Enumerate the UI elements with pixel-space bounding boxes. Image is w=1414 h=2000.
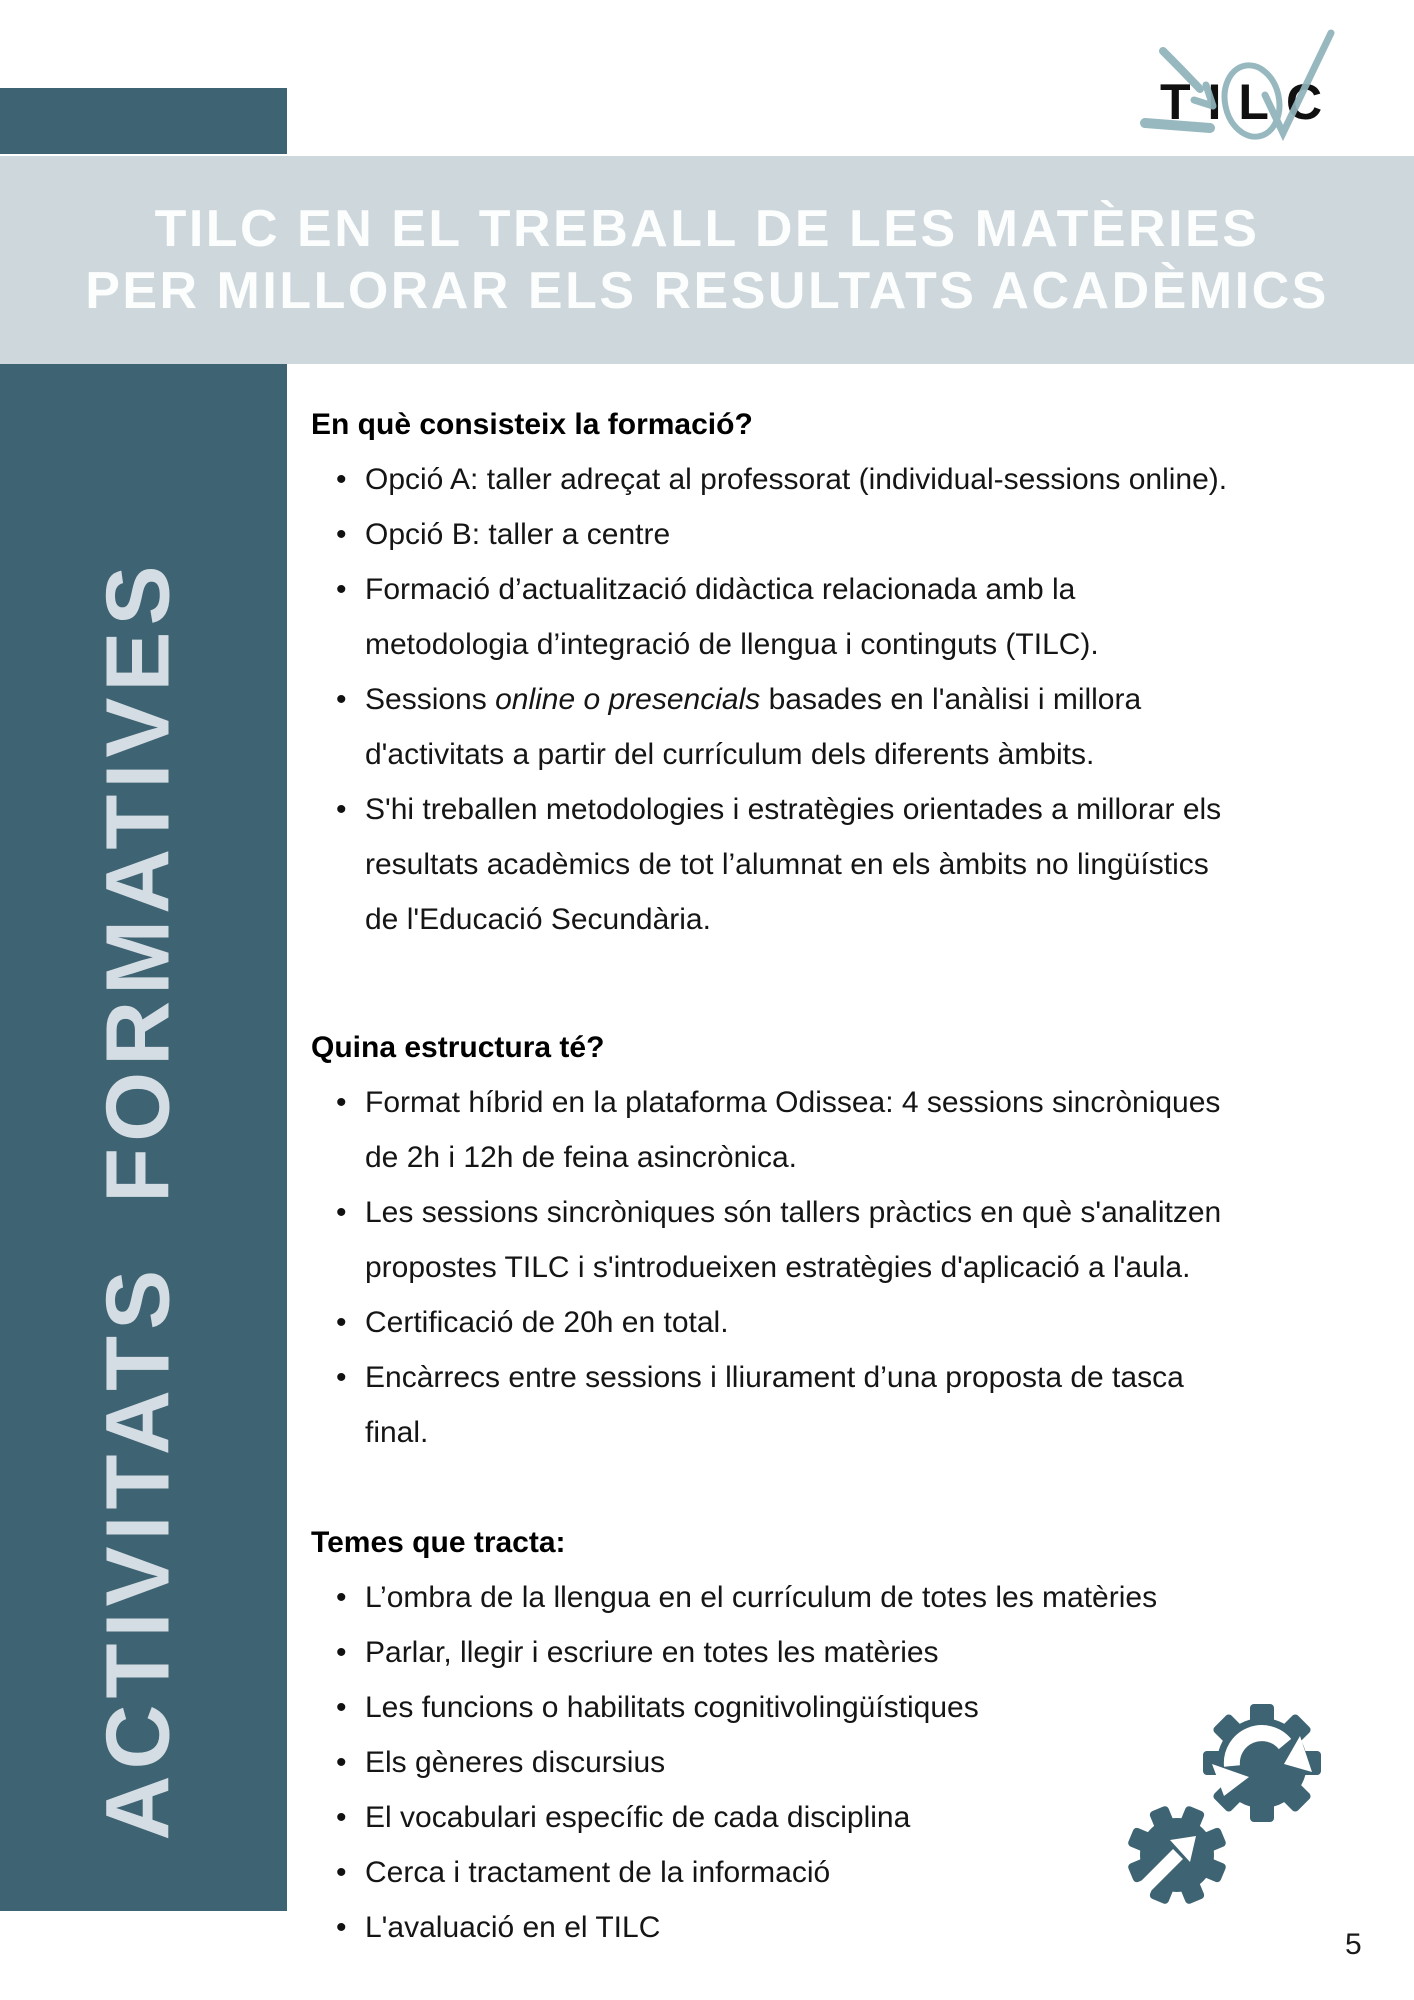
gears-icon (1128, 1678, 1340, 1915)
bullet-text (365, 1570, 1391, 1625)
list-item (311, 452, 1391, 507)
bullet-line: de 2h i 12h de feina asincrònica. (365, 1141, 797, 1174)
bullet-line: Certificació de 20h en total. (365, 1306, 729, 1339)
list-item (311, 1075, 1391, 1185)
bullet-marker: • (336, 463, 347, 496)
bullet-line: Cerca i tractament de la informació (365, 1856, 831, 1889)
bullet-line: L'avaluació en el TILC (365, 1911, 661, 1944)
bullet-line: d'activitats a partir del currículum dels diferents àmbits. (365, 738, 1095, 771)
bullet-line: Opció A: taller adreçat al professorat (individual-sessions online). (365, 463, 1228, 496)
bullet-text (365, 1075, 1391, 1185)
list-item (311, 1350, 1391, 1460)
section-heading: Quina estructura té? (311, 1031, 605, 1064)
bullet-line: Sessions online o presencials basades en l'anàlisi i millora (365, 683, 1142, 716)
bullet-list (311, 1075, 1391, 1460)
bullet-marker: • (336, 1856, 347, 1889)
corner-accent-block (0, 88, 287, 154)
list-item (311, 1625, 1391, 1680)
section (311, 1020, 1391, 1460)
bullet-marker: • (336, 573, 347, 606)
list-item (311, 672, 1391, 782)
bullet-text (365, 507, 1391, 562)
section (311, 397, 1391, 947)
bullet-text (365, 1295, 1391, 1350)
bullet-list (311, 452, 1391, 947)
bullet-marker: • (336, 1306, 347, 1339)
bullet-line: Encàrrecs entre sessions i lliurament d’una proposta de tasca (365, 1361, 1184, 1394)
bullet-text (365, 782, 1391, 947)
sidebar-label: ACTIVITATS FORMATIVES (88, 559, 189, 1841)
bullet-text (365, 562, 1391, 672)
list-item (311, 1295, 1391, 1350)
bullet-line: propostes TILC i s'introdueixen estratègies d'aplicació a l'aula. (365, 1251, 1191, 1284)
list-item (311, 507, 1391, 562)
bullet-marker: • (336, 793, 347, 826)
bullet-marker: • (336, 1911, 347, 1944)
logo-text: TILC (1160, 74, 1340, 130)
bullet-marker: • (336, 1581, 347, 1614)
section-heading: Temes que tracta: (311, 1526, 566, 1559)
bullet-text (365, 1350, 1391, 1460)
list-item (311, 562, 1391, 672)
bullet-line: Format híbrid en la plataforma Odissea: 4 sessions sincròniques (365, 1086, 1221, 1119)
bullet-line: Formació d’actualització didàctica relacionada amb la (365, 573, 1076, 606)
bullet-marker: • (336, 1086, 347, 1119)
page-number: 5 (1345, 1928, 1362, 1961)
bullet-line: S'hi treballen metodologies i estratègies orientades a millorar els (365, 793, 1222, 826)
bullet-line: Els gèneres discursius (365, 1746, 666, 1779)
bullet-marker: • (336, 1636, 347, 1669)
list-item (311, 1185, 1391, 1295)
bullet-text (365, 452, 1391, 507)
bullet-marker: • (336, 1746, 347, 1779)
bullet-marker: • (336, 683, 347, 716)
page-title-line-2: PER MILLORAR ELS RESULTATS ACADÈMICS (85, 262, 1329, 320)
bullet-text (365, 672, 1391, 782)
bullet-marker: • (336, 518, 347, 551)
list-item (311, 782, 1391, 947)
bullet-line: Parlar, llegir i escriure en totes les matèries (365, 1636, 939, 1669)
bullet-marker: • (336, 1801, 347, 1834)
bullet-text (365, 1185, 1391, 1295)
section-heading: En què consisteix la formació? (311, 408, 753, 441)
bullet-line: Les sessions sincròniques són tallers pràctics en què s'analitzen (365, 1196, 1222, 1229)
bullet-line: Opció B: taller a centre (365, 518, 671, 551)
bullet-line: final. (365, 1416, 429, 1449)
bullet-line: resultats acadèmics de tot l’alumnat en els àmbits no lingüístics (365, 848, 1209, 881)
bullet-marker: • (336, 1361, 347, 1394)
page-title-line-1: TILC EN EL TREBALL DE LES MATÈRIES (154, 200, 1260, 258)
bullet-line: El vocabulari específic de cada disciplina (365, 1801, 911, 1834)
bullet-marker: • (336, 1691, 347, 1724)
bullet-line: Les funcions o habilitats cognitivolingüístiques (365, 1691, 979, 1724)
bullet-text (365, 1625, 1391, 1680)
bullet-line: metodologia d’integració de llengua i continguts (TILC). (365, 628, 1099, 661)
bullet-marker: • (336, 1196, 347, 1229)
bullet-line: de l'Educació Secundària. (365, 903, 711, 936)
bullet-line: L’ombra de la llengua en el currículum de totes les matèries (365, 1581, 1158, 1614)
list-item (311, 1570, 1391, 1625)
